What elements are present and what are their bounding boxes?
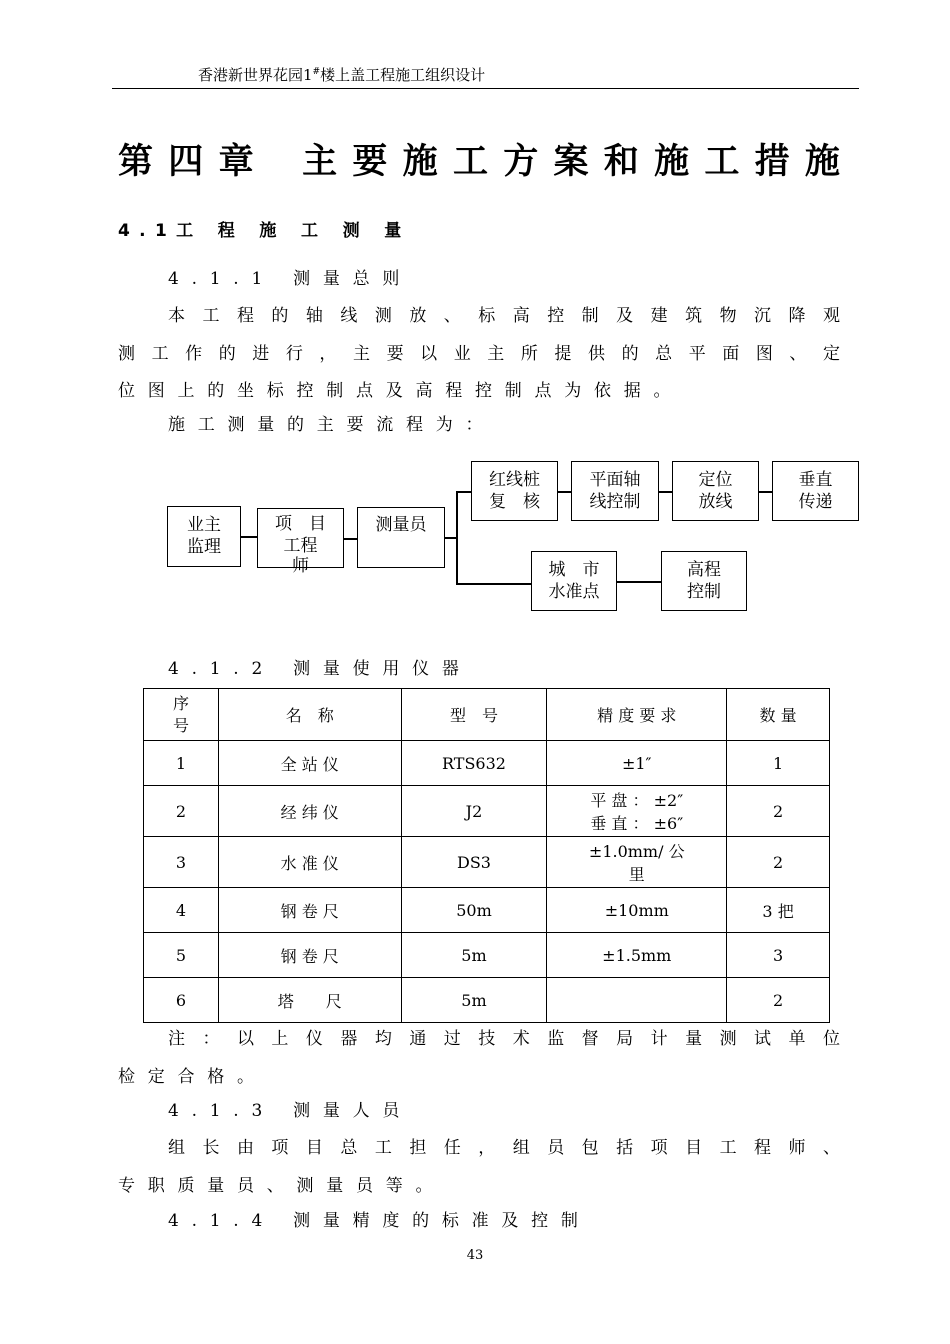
flow-box-vertical: 垂直 传递 (772, 461, 859, 521)
heading-4-1-2: 4.1.2 测量使用仪器 (168, 659, 472, 679)
chapter-title: 第 四 章 主 要 施 工 方 案 和 施 工 措 施 (118, 142, 840, 182)
flow-connector (759, 491, 772, 493)
table-cell: 3 (144, 837, 219, 888)
paragraph-line: 本工程的轴线测放、标高控制及建筑物沉降观 (168, 306, 840, 326)
flow-box-elevation: 高程 控制 (661, 551, 747, 611)
table-cell: 平 盘 ： ±2″ 垂 直 ： ±6″ (547, 786, 727, 837)
table-header-cell: 数 量 (727, 689, 830, 741)
table-cell: 2 (727, 786, 830, 837)
table-cell: 50m (401, 888, 547, 933)
table-row (144, 888, 830, 933)
table-row (144, 933, 830, 978)
table-header-cell: 精 度 要 求 (547, 689, 727, 741)
paragraph-line: 组长由项目总工担任，组员包括项目工程师、 (168, 1138, 840, 1158)
heading-4-1-3: 4.1.3 测量人员 (168, 1101, 413, 1121)
header-rule (112, 88, 859, 89)
flow-box-plane-axis: 平面轴 线控制 (571, 461, 659, 521)
note-line: 检定合格。 (118, 1067, 267, 1087)
table-cell: 4 (144, 888, 219, 933)
table-cell: ±1″ (547, 741, 727, 786)
table-cell: 6 (144, 978, 219, 1023)
table-row (144, 786, 830, 837)
table-cell: 钢 卷 尺 (218, 933, 401, 978)
table-cell: 塔 尺 (218, 978, 401, 1023)
flow-connector (456, 491, 471, 493)
table-cell: 5m (401, 933, 547, 978)
note-line: 注：以上仪器均通过技术监督局计量测试单位 (168, 1029, 840, 1049)
flow-connector (344, 538, 357, 540)
table-cell: ±10mm (547, 888, 727, 933)
flow-box-owner: 业主 监理 (167, 506, 241, 567)
table-cell: 钢 卷 尺 (218, 888, 401, 933)
table-cell: 1 (144, 741, 219, 786)
flow-box-redline: 红线桩 复 核 (471, 461, 558, 521)
table-header-row (144, 689, 830, 741)
flow-box-benchmark: 城 市 水准点 (531, 551, 617, 611)
table-header-cell: 型 号 (401, 689, 547, 741)
instrument-table (143, 688, 830, 1023)
table-header-cell: 序号 (144, 689, 219, 741)
table-cell (547, 978, 727, 1023)
table-cell: 2 (727, 837, 830, 888)
flow-connector (241, 536, 257, 538)
table-cell: 经 纬 仪 (218, 786, 401, 837)
table-cell: 5m (401, 978, 547, 1023)
table-cell: 5 (144, 933, 219, 978)
flow-connector (558, 491, 571, 493)
flow-box-engineer: 项 目 工程 师 (257, 508, 344, 568)
table-cell: 2 (727, 978, 830, 1023)
paragraph-line: 施工测量的主要流程为： (168, 415, 496, 435)
table-row (144, 978, 830, 1023)
table-cell: DS3 (401, 837, 547, 888)
flow-connector (617, 581, 661, 583)
table-cell: 全 站 仪 (218, 741, 401, 786)
table-cell: 2 (144, 786, 219, 837)
section-heading-4-1: 4.1工 程 施 工 测 量 (118, 221, 411, 241)
table-cell: 1 (727, 741, 830, 786)
paragraph-line: 测工作的进行，主要以业主所提供的总平面图、定 (118, 344, 840, 364)
flow-connector (456, 583, 531, 585)
table-cell: J2 (401, 786, 547, 837)
page-number: 43 (466, 1248, 484, 1263)
flow-connector (659, 491, 672, 493)
flow-connector (456, 491, 458, 584)
table-cell: 3 把 (727, 888, 830, 933)
table-row (144, 837, 830, 888)
table-row (144, 741, 830, 786)
table-cell: ±1.5mm (547, 933, 727, 978)
flow-box-surveyor: 测量员 (357, 507, 445, 568)
table-header-cell: 名 称 (218, 689, 401, 741)
running-header: 香港新世界花园1#楼上盖工程施工组织设计 (198, 66, 486, 84)
table-cell: 3 (727, 933, 830, 978)
table-cell: 水 准 仪 (218, 837, 401, 888)
table-cell: ±1.0mm/ 公 里 (547, 837, 727, 888)
paragraph-line: 位图上的坐标控制点及高程控制点为依据。 (118, 381, 684, 401)
flow-box-locate: 定位 放线 (672, 461, 759, 521)
table-cell: RTS632 (401, 741, 547, 786)
heading-4-1-1: 4.1.1 测量总则 (168, 269, 413, 289)
paragraph-line: 专职质量员、测量员等。 (118, 1176, 446, 1196)
heading-4-1-4: 4.1.4 测量精度的标准及控制 (168, 1211, 591, 1231)
